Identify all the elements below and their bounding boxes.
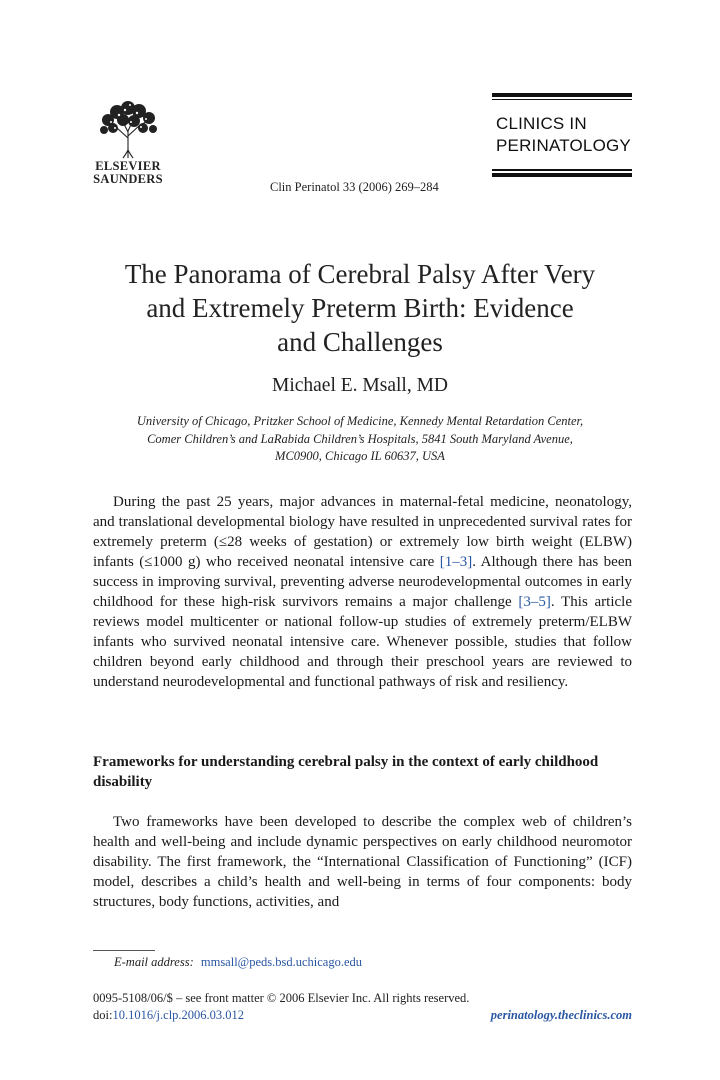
intro-text-2: . Although there has been success in improving survival, preventing adverse neurodevelopmental outcomes in early childhood for these high-risk survivors remains a major challenge [93,554,632,610]
doi-link[interactable]: 10.1016/j.clp.2006.03.012 [112,1008,245,1022]
masthead-rule-top-thin [492,99,632,100]
email-label: E-mail address: [114,955,194,969]
affiliation-line-1: University of Chicago, Pritzker School of Medicine, Kennedy Mental Retardation Center, [136,414,584,428]
doi-label: doi: [93,1008,113,1022]
footnote-divider [93,950,155,951]
intro-paragraph [93,492,632,692]
affiliation-line-3: MC0900, Chicago IL 60637, USA [275,449,445,463]
journal-citation: Clin Perinatol 33 (2006) 269–284 [270,180,439,194]
title-line-1: The Panorama of Cerebral Palsy After Very [124,259,596,289]
intro-text-3: . This article reviews model multicenter or national follow-up studies of extremely preterm/ELBW infants who survived neonatal intensive care. Whenever possible, studies that follow children beyond early childhood and through their preschool years are reviewed to understand neurodevelopmental and functional pathways of risk and resiliency. [93,594,632,690]
masthead-rule-top [492,93,632,97]
doi-line [93,1008,244,1023]
email-link[interactable]: mmsall@peds.bsd.uchicago.edu [200,955,363,969]
title-line-2: and Extremely Preterm Birth: Evidence [146,293,574,323]
article-title [90,257,630,359]
imprint-name: SAUNDERS [93,172,163,186]
author-affiliation [90,413,630,466]
intro-text-1: During the past 25 years, major advances in maternal-fetal medicine, neonatology, and translational developmental biology have resulted in unprecedented survival rates for extremely preterm (≤28 weeks of gestation) or extremely low birth weight (ELBW) infants (≤1000 g) who received neonatal intensive care [93,494,632,570]
journal-name [496,113,632,157]
publisher-name: ELSEVIER [95,159,161,173]
elsevier-tree-icon [95,98,161,160]
reference-link-1-3[interactable]: [1–3] [439,554,473,570]
section-heading: Frameworks for understanding cerebral palsy in the context of early childhood disability [93,754,599,790]
journal-name-line-2: PERINATOLOGY [496,136,631,156]
section-paragraph: Two frameworks have been developed to describe the complex web of children’s health and well-being and include dynamic perspectives on early childhood neuromotor disability. The first framework, the “International Classification of Functioning” (ICF) model, describes a child’s health and well-being in terms of four components: body structures, body functions, activities, and [93,814,632,910]
masthead-rule-bottom [492,173,632,177]
publisher-logo [93,98,163,186]
footnote-email [114,955,362,970]
journal-name-line-1: CLINICS IN [496,114,587,134]
author-name: Michael E. Msall, MD [271,375,448,396]
journal-website-link[interactable]: perinatology.theclinics.com [490,1008,632,1022]
masthead-rule-bottom-thin [492,169,632,170]
journal-masthead [492,93,632,177]
title-line-3: and Challenges [277,327,443,357]
affiliation-line-2: Comer Children’s and LaRabida Children’s Hospitals, 5841 South Maryland Avenue, [147,431,573,446]
reference-link-3-5[interactable]: [3–5] [518,594,551,610]
front-matter-notice: 0095-5108/06/$ – see front matter © 2006 Elsevier Inc. All rights reserved. [93,991,470,1005]
